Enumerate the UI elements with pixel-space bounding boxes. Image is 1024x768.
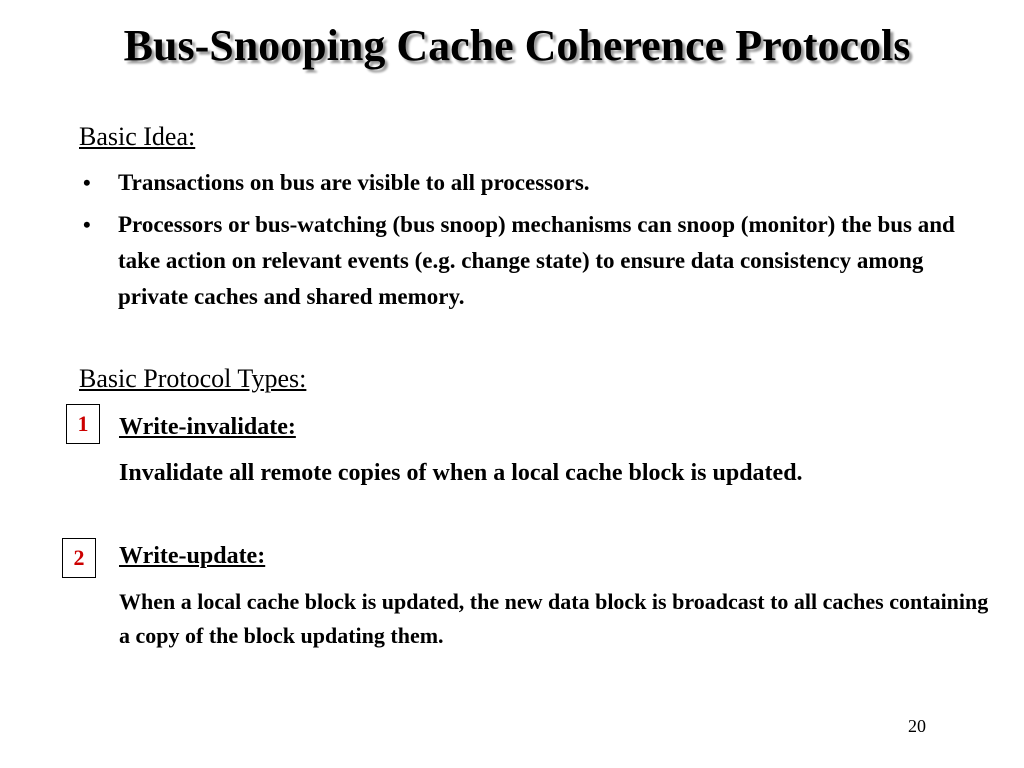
write-update-heading: Write-update: (119, 543, 266, 569)
bullet-item-snooping: Processors or bus-watching (bus snoop) mechanisms can snoop (monitor) the bus and take action on relevant events (e.g. change state) to ensure data consistency among private caches and shared memory. (118, 212, 955, 309)
write-invalidate-heading: Write-invalidate: (119, 414, 296, 440)
bullet-item-visibility: Transactions on bus are visible to all processors. (118, 170, 590, 195)
bullet-marker: • (83, 212, 91, 237)
page-number: 20 (908, 716, 926, 736)
basic-idea-heading: Basic Idea: (79, 122, 196, 151)
write-invalidate-description: Invalidate all remote copies of when a local cache block is updated. (119, 460, 803, 486)
write-update-description: When a local cache block is updated, the new data block is broadcast to all caches containing a copy of the block updating them. (119, 589, 989, 648)
protocol-number-badge: 2 (62, 538, 96, 578)
protocol-number-badge: 1 (66, 404, 100, 444)
slide-title: Bus-Snooping Cache Coherence Protocols (123, 21, 911, 70)
bullet-marker: • (83, 170, 91, 195)
protocol-types-heading: Basic Protocol Types: (79, 364, 307, 393)
